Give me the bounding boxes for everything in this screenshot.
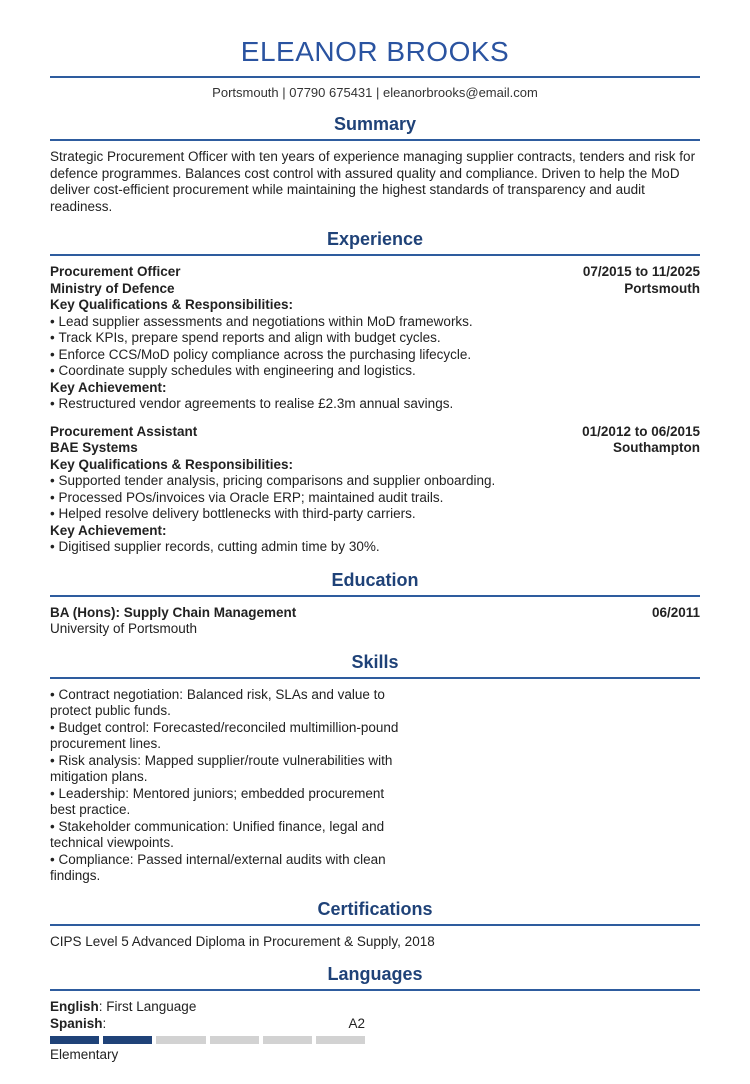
job-company: BAE Systems (50, 440, 138, 455)
bar-segment-filled (50, 1036, 99, 1044)
section-title-languages: Languages (50, 964, 700, 991)
responsibilities-label: Key Qualifications & Responsibilities: (50, 297, 294, 312)
contact-info: Portsmouth | 07790 675431 | eleanorbrooks@email.com (212, 85, 538, 100)
responsibilities-list (50, 314, 700, 380)
job-location: Portsmouth (624, 280, 700, 296)
job-header-row (50, 424, 700, 441)
bar-segment-empty (156, 1036, 205, 1044)
job-dates: 01/2012 to 06/2015 (582, 423, 700, 439)
education-header-row (50, 605, 700, 622)
summary-text: Strategic Procurement Officer with ten years of experience managing supplier contracts, tenders and risk for defence programmes. Balances cost control with assured quality and compliance. Driven to help the MoD deliver cost-efficient procurement while maintaining the highest standards of transparency and audit readiness. (50, 149, 696, 214)
education-date: 06/2011 (651, 604, 700, 620)
language-level-text: : First Language (98, 999, 197, 1014)
section-title-experience: Experience (50, 229, 700, 256)
bullet-item: • Supported tender analysis, pricing comparisons and supplier onboarding. (50, 473, 700, 490)
achievement-list (50, 539, 700, 556)
job-entry (50, 424, 700, 556)
education-school: University of Portsmouth (50, 621, 198, 636)
responsibilities-list (50, 473, 700, 523)
section-title-summary: Summary (50, 114, 700, 141)
skill-item: • Compliance: Passed internal/external audits with clean findings. (50, 852, 400, 885)
bullet-item: • Track KPIs, prepare spend reports and align with budget cycles. (50, 330, 700, 347)
section-title-certifications: Certifications (50, 899, 700, 926)
job-company-row (50, 440, 700, 457)
section-title-skills: Skills (50, 652, 700, 679)
bullet-item: • Coordinate supply schedules with engineering and logistics. (50, 363, 700, 380)
candidate-name: ELEANOR BROOKS (50, 36, 700, 78)
bullet-item: • Digitised supplier records, cutting admin time by 30%. (50, 539, 700, 556)
skill-item: • Leadership: Mentored juniors; embedded procurement best practice. (50, 786, 400, 819)
bar-segment-empty (316, 1036, 365, 1044)
achievement-list (50, 396, 700, 413)
language-name: English (50, 999, 99, 1014)
skill-item: • Budget control: Forecasted/reconciled multimillion-pound procurement lines. (50, 720, 400, 753)
language-proficiency-bar (50, 1036, 365, 1044)
skills-section (50, 687, 400, 885)
education-section (50, 605, 700, 638)
bar-segment-empty (210, 1036, 259, 1044)
job-location: Southampton (613, 440, 700, 455)
bullet-item: • Restructured vendor agreements to realise £2.3m annual savings. (50, 396, 700, 413)
skill-item: • Contract negotiation: Balanced risk, SLAs and value to protect public funds. (50, 687, 400, 720)
language-name: Spanish (50, 1015, 103, 1031)
job-dates: 07/2015 to 11/2025 (582, 264, 700, 279)
bullet-item: • Helped resolve delivery bottlenecks with third-party carriers. (50, 506, 700, 523)
certification-item: CIPS Level 5 Advanced Diploma in Procurement & Supply, 2018 (50, 933, 435, 949)
education-degree: BA (Hons): Supply Chain Management (50, 604, 297, 620)
job-role: Procurement Assistant (50, 423, 198, 439)
achievement-label: Key Achievement: (50, 522, 167, 538)
job-company-row (50, 281, 700, 298)
bullet-item: • Processed POs/invoices via Oracle ERP; maintained audit trails. (50, 490, 700, 507)
bullet-item: • Lead supplier assessments and negotiations within MoD frameworks. (50, 314, 700, 331)
job-header-row (50, 264, 700, 281)
summary-section (50, 149, 700, 215)
language-colon: : (102, 1015, 107, 1031)
section-title-education: Education (50, 570, 700, 597)
responsibilities-label: Key Qualifications & Responsibilities: (50, 456, 294, 472)
certifications-section (50, 934, 700, 951)
job-entry (50, 264, 700, 413)
achievement-label: Key Achievement: (50, 379, 167, 395)
experience-section (50, 264, 700, 556)
job-role: Procurement Officer (50, 264, 181, 279)
bullet-item: • Enforce CCS/MoD policy compliance across the purchasing lifecycle. (50, 347, 700, 364)
skill-item: • Risk analysis: Mapped supplier/route vulnerabilities with mitigation plans. (50, 753, 400, 786)
bar-segment-filled (103, 1036, 152, 1044)
language-english (50, 999, 365, 1016)
language-spanish (50, 1016, 106, 1033)
skills-list (50, 687, 400, 885)
bar-segment-empty (263, 1036, 312, 1044)
job-company: Ministry of Defence (50, 280, 175, 296)
language-level-code: A2 (348, 1015, 365, 1031)
languages-section (50, 999, 365, 1064)
language-spanish-row (50, 1016, 365, 1033)
language-level-name: Elementary (50, 1047, 119, 1062)
skill-item: • Stakeholder communication: Unified finance, legal and technical viewpoints. (50, 819, 400, 852)
